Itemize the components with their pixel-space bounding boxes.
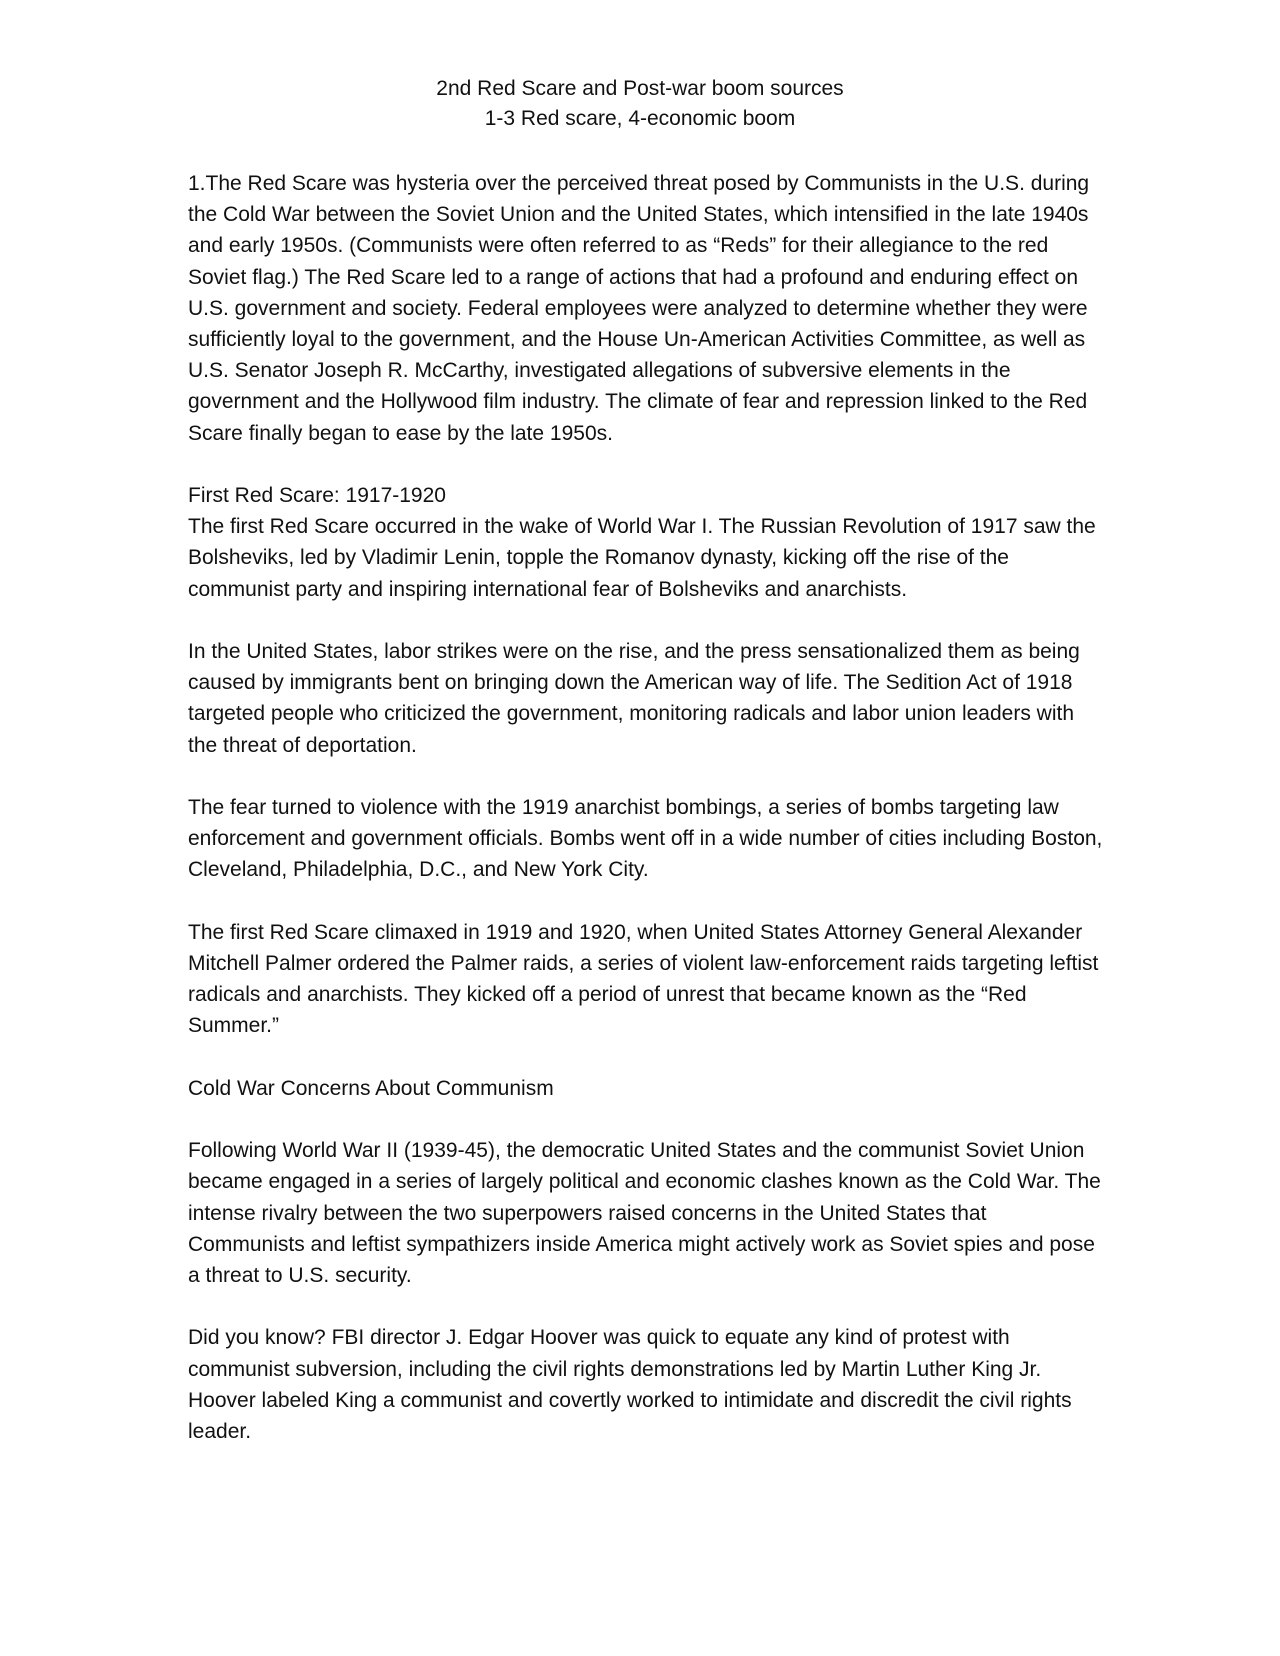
paragraph-labor-strikes: In the United States, labor strikes were on the rise, and the press sensationalized them as being caused by immigrants bent on bringing down the American way of life. The Sedition Act of 1918 targeted people who criticized the government, monitoring radicals and labor union leaders with the threat of deportation.: [188, 640, 1080, 757]
paragraph-cold-war: Following World War II (1939-45), the democratic United States and the communist Soviet Union became engaged in a series of largely political and economic clashes known as the Cold War. The intense rivalry between the two superpowers raised concerns in the United States that Communists and leftist sympathizers inside America might actively work as Soviet spies and pose a threat to U.S. security.: [188, 1139, 1101, 1288]
document-title: 2nd Red Scare and Post-war boom sources: [436, 77, 844, 100]
paragraph-red-scare-intro: 1.The Red Scare was hysteria over the perceived threat posed by Communists in the U.S. during the Cold War between the Soviet Union and the United States, which intensified in the late 1940s and early 1950s. (Communists were often referred to as “Reds” for their allegiance to the red Soviet flag.) The Red Scare led to a range of actions that had a profound and enduring effect on U.S. government and society. Federal employees were analyzed to determine whether they were sufficiently loyal to the government, and the House Un-American Activities Committee, as well as U.S. Senator Joseph R. McCarthy, investigated allegations of subversive elements in the government and the Hollywood film industry. The climate of fear and repression linked to the Red Scare finally began to ease by the late 1950s.: [188, 172, 1090, 445]
paragraph-palmer-raids: The first Red Scare climaxed in 1919 and 1920, when United States Attorney General Alexander Mitchell Palmer ordered the Palmer raids, a series of violent law-enforcement raids targeting leftist radicals and anarchists. They kicked off a period of unrest that became known as the “Red Summer.”: [188, 920, 1099, 1038]
section-heading-cold-war: Cold War Concerns About Communism: [188, 1076, 554, 1100]
paragraph-anarchist-bombings: The fear turned to violence with the 1919 anarchist bombings, a series of bombs targeting law enforcement and government officials. Bombs went off in a wide number of cities including Boston, Cleveland, Philadelphia, D.C., and New York City.: [188, 796, 1103, 882]
paragraph-first-red-scare: The first Red Scare occurred in the wake of World War I. The Russian Revolution of 1917 saw the Bolsheviks, led by Vladimir Lenin, topple the Romanov dynasty, kicking off the rise of the communist party and inspiring international fear of Bolsheviks and anarchists.: [188, 515, 1096, 601]
paragraph-did-you-know: Did you know? FBI director J. Edgar Hoover was quick to equate any kind of protest with communist subversion, including the civil rights demonstrations led by Martin Luther King Jr. Hoover labeled King a communist and covertly worked to intimidate and discredit the civil rights leader.: [188, 1326, 1072, 1444]
document-subtitle: 1-3 Red scare, 4-economic boom: [484, 107, 796, 130]
document-header: [0, 74, 1280, 134]
section-heading-first-red-scare: First Red Scare: 1917-1920: [188, 484, 446, 508]
document-body: [188, 168, 1108, 1478]
